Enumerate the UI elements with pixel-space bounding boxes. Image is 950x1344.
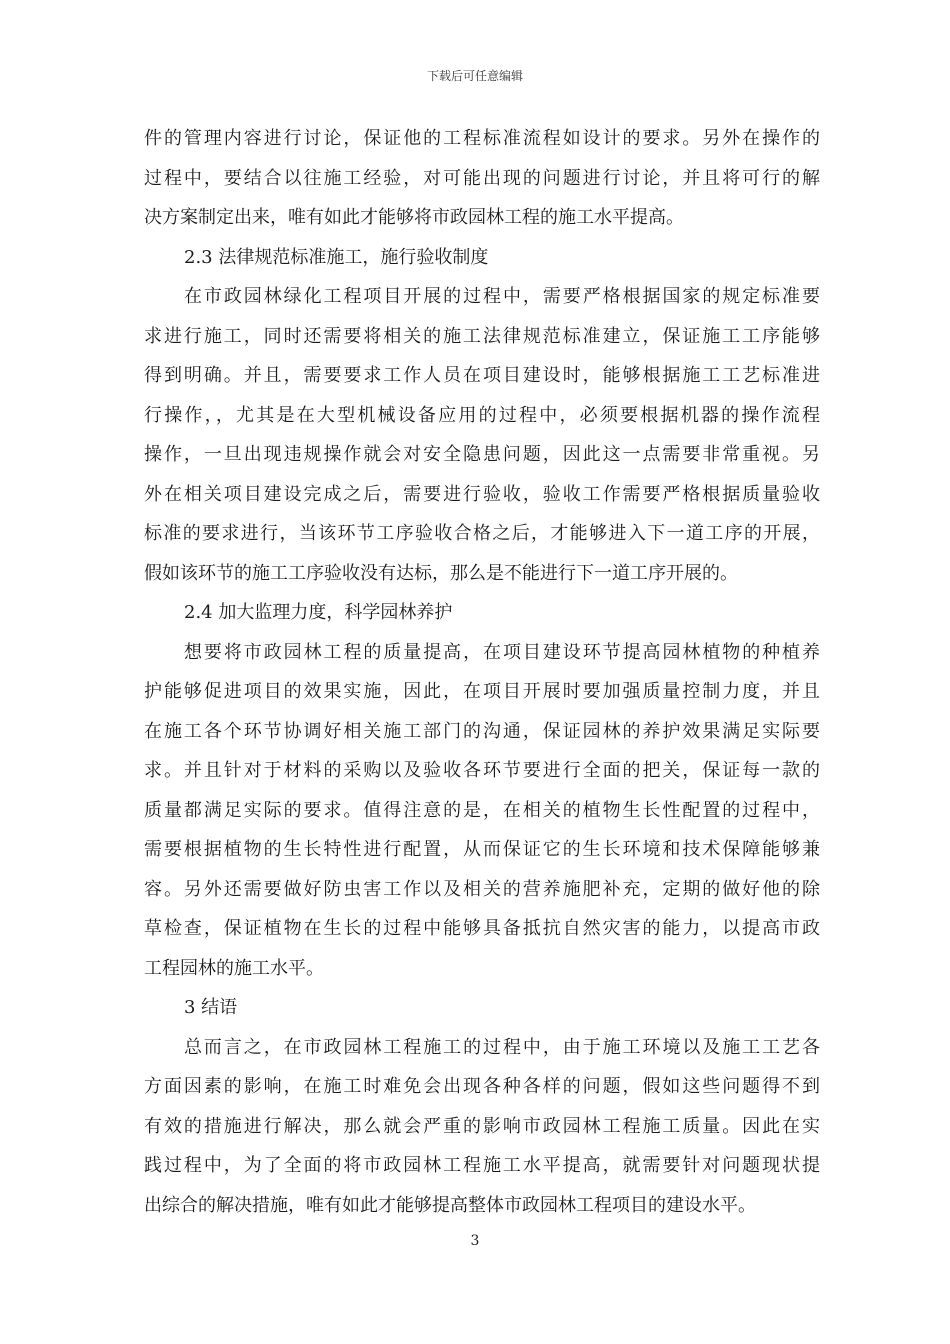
text-line: 在施工各个环节协调好相关施工部门的沟通，保证园林的养护效果满足实际要 bbox=[144, 720, 820, 742]
text-line: 行操作，，尤其是在大型机械设备应用的过程中，必须要根据机器的操作流程 bbox=[144, 404, 820, 426]
page-number: 3 bbox=[470, 1233, 480, 1249]
text-line: 过程中，要结合以往施工经验，对可能出现的问题进行讨论，并且将可行的解 bbox=[144, 167, 820, 189]
text-line: 件的管理内容进行讨论，保证他的工程标准流程如设计的要求。另外在操作的 bbox=[144, 128, 820, 149]
text-line: 操作，一旦出现违规操作就会对安全隐患问题，因此这一点需要非常重视。另 bbox=[144, 444, 820, 465]
text-line: 出综合的解决措施，唯有如此才能够提高整体市政园林工程项目的建设水平。 bbox=[144, 1194, 756, 1216]
section-heading: 2.3 法律规范标准施工，施行验收制度 bbox=[184, 246, 489, 268]
document-body bbox=[144, 119, 820, 1225]
section-heading: 3 结语 bbox=[184, 997, 238, 1018]
text-line: 标准的要求进行，当该环节工序验收合格之后，才能够进入下一道工序的开展， bbox=[144, 523, 820, 544]
text-line: 得到明确。并且，需要要求工作人员在项目建设时，能够根据施工工艺标准进 bbox=[144, 365, 820, 386]
text-line: 方面因素的影响，在施工时难免会出现各种各样的问题，假如这些问题得不到 bbox=[144, 1076, 820, 1097]
text-line: 护能够促进项目的效果实施，因此，在项目开展时要加强质量控制力度，并且 bbox=[144, 681, 820, 702]
text-line: 草检查，保证植物在生长的过程中能够具备抵抗自然灾害的能力，以提高市政 bbox=[144, 918, 820, 939]
text-line: 总而言之，在市政园林工程施工的过程中，由于施工环境以及施工工艺各 bbox=[184, 1036, 820, 1058]
text-line: 质量都满足实际的要求。值得注意的是，在相关的植物生长性配置的过程中， bbox=[144, 799, 820, 821]
text-line: 需要根据植物的生长特性进行配置，从而保证它的生长环境和技术保障能够兼 bbox=[144, 839, 820, 860]
text-line: 工程园林的施工水平。 bbox=[144, 957, 324, 979]
page-header: 下载后可任意编辑 bbox=[426, 69, 523, 83]
text-line: 决方案制定出来，唯有如此才能够将市政园林工程的施工水平提高。 bbox=[144, 207, 684, 228]
text-line: 求。并且针对于材料的采购以及验收各环节要进行全面的把关，保证每一款的 bbox=[144, 760, 820, 781]
text-line: 假如该环节的施工工序验收没有达标，那么是不能进行下一道工序开展的。 bbox=[144, 562, 738, 584]
text-line: 践过程中，为了全面的将市政园林工程施工水平提高，就需要针对问题现状提 bbox=[144, 1155, 820, 1176]
text-line: 想要将市政园林工程的质量提高，在项目建设环节提高园林植物的种植养 bbox=[184, 641, 820, 663]
section-heading: 2.4 加大监理力度，科学园林养护 bbox=[184, 602, 453, 623]
text-line: 有效的措施进行解决，那么就会严重的影响市政园林工程施工质量。因此在实 bbox=[144, 1115, 820, 1137]
text-line: 在市政园林绿化工程项目开展的过程中，需要严格根据国家的规定标准要 bbox=[184, 286, 820, 307]
text-line: 外在相关项目建设完成之后，需要进行验收，验收工作需要严格根据质量验收 bbox=[144, 483, 820, 505]
text-line: 求进行施工，同时还需要将相关的施工法律规范标准建立，保证施工工序能够 bbox=[144, 325, 820, 347]
text-line: 容。另外还需要做好防虫害工作以及相关的营养施肥补充，定期的做好他的除 bbox=[144, 878, 820, 900]
